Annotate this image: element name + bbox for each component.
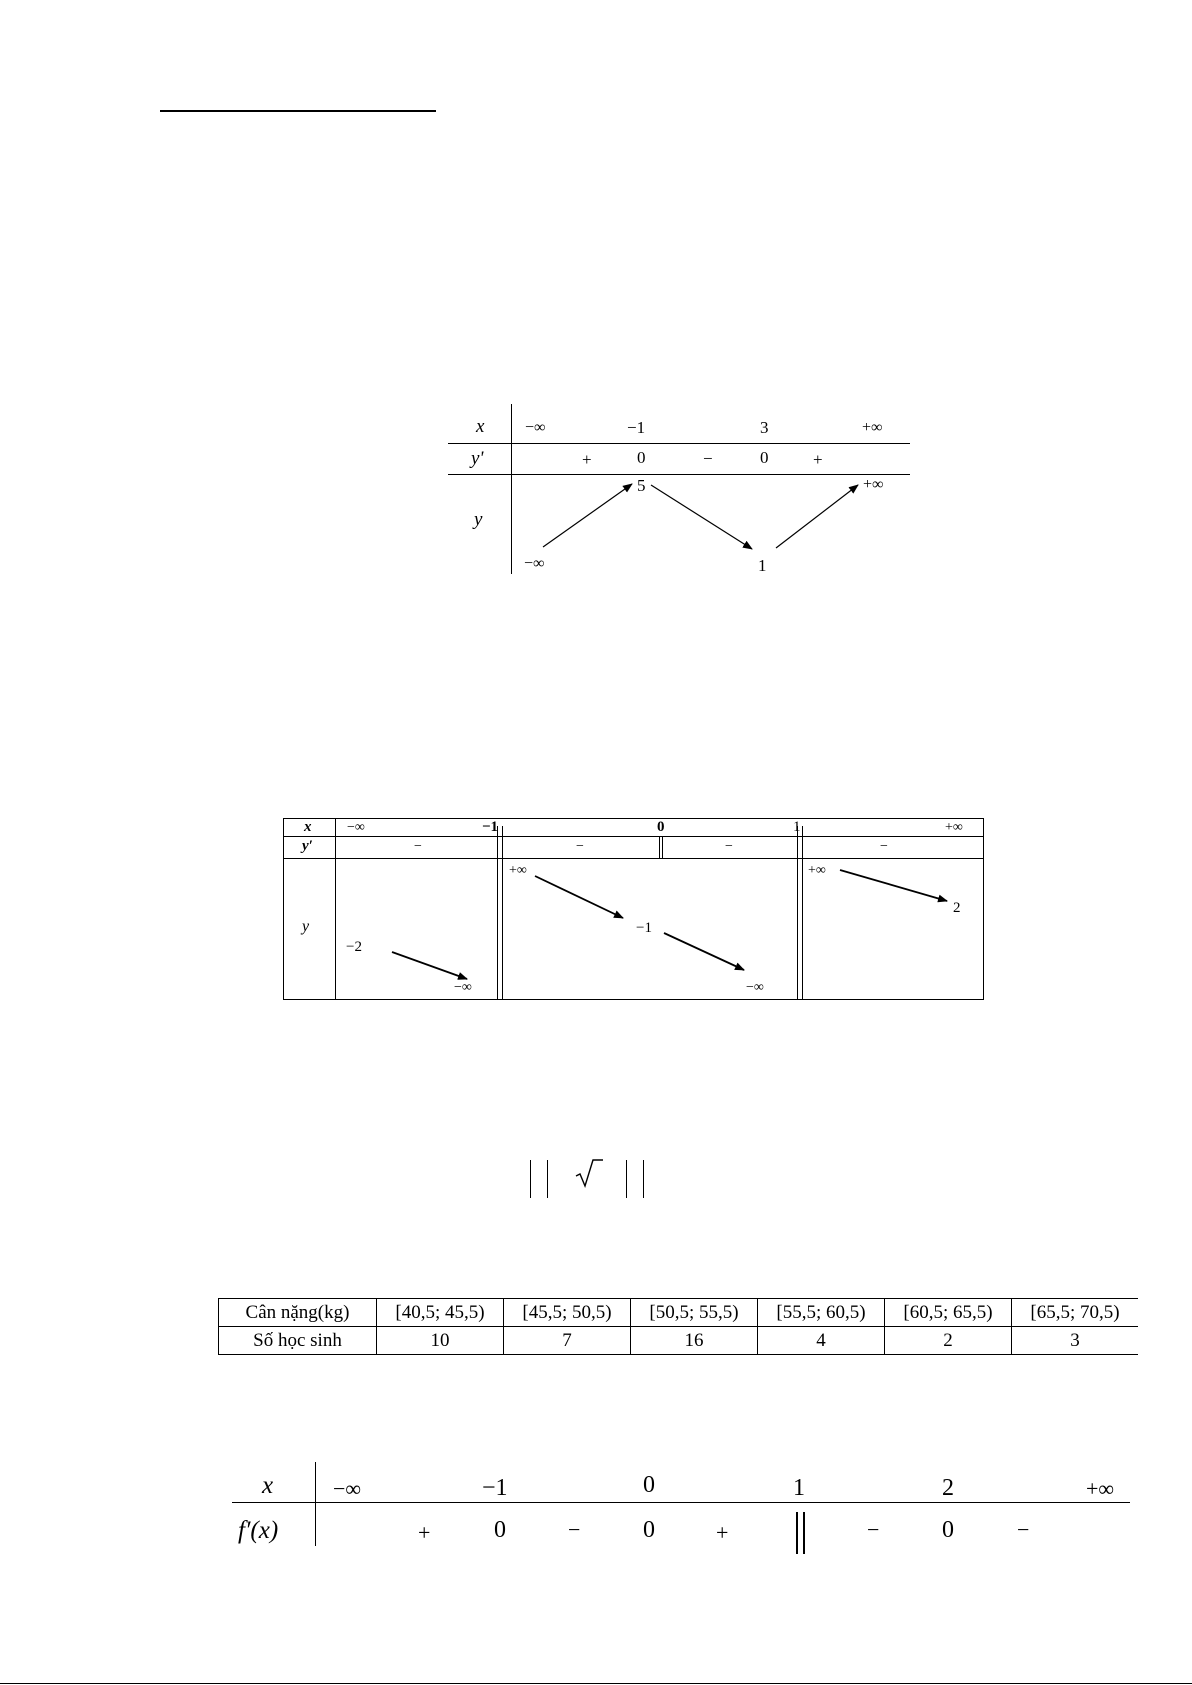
table-cell: [50,5; 55,5) [631, 1299, 758, 1327]
table3-fp-zero: 0 [942, 1517, 954, 1543]
table2-x-label: x [304, 819, 312, 835]
table3-x-value: −∞ [333, 1476, 362, 1501]
table3-fp-zero: 0 [643, 1517, 655, 1543]
decrease-arrow-icon [664, 933, 744, 970]
table2-y-value: −2 [346, 939, 362, 955]
table3-fp-label: f′(x) [238, 1517, 279, 1544]
table2-x-value: −∞ [347, 820, 365, 835]
table-cell: 2 [885, 1327, 1012, 1355]
table1-yp-sign: + [813, 450, 823, 469]
table1-y-value: −∞ [524, 555, 545, 572]
table2-yp-sign: − [414, 839, 422, 854]
table-cell: Cân nặng(kg) [219, 1299, 377, 1327]
table1-y-value: +∞ [863, 476, 884, 493]
table3-fp-sign: + [418, 1520, 431, 1545]
table3-x-value: 1 [793, 1475, 805, 1501]
table3-x-label: x [262, 1472, 274, 1499]
table3-fp-sign: − [568, 1517, 581, 1542]
table2-y-value: −1 [636, 920, 652, 936]
table-cell: [40,5; 45,5) [377, 1299, 504, 1327]
table2-y-value: −∞ [746, 980, 764, 995]
table-cell: [65,5; 70,5) [1012, 1299, 1139, 1327]
table3-x-value: 0 [643, 1472, 655, 1498]
table-cell: [55,5; 60,5) [758, 1299, 885, 1327]
table1-x-value: −∞ [525, 419, 546, 436]
table1-y-label: y [474, 509, 483, 530]
table3-x-value: 2 [942, 1475, 954, 1501]
table2-x-value: +∞ [945, 820, 963, 835]
table-cell: [60,5; 65,5) [885, 1299, 1012, 1327]
table1-y-value: 1 [758, 556, 767, 575]
table2-y-value: +∞ [808, 863, 826, 878]
table-cell: [45,5; 50,5) [504, 1299, 631, 1327]
table-cell: 7 [504, 1327, 631, 1355]
table2-x-value: −1 [482, 819, 499, 835]
table2-y-value: −∞ [454, 980, 472, 995]
decrease-arrow-icon [651, 485, 752, 549]
table1-x-value: 3 [760, 418, 769, 437]
table-cell: 4 [758, 1327, 885, 1355]
table1-yp-zero: 0 [760, 448, 769, 467]
table-cell: Số học sinh [219, 1327, 377, 1355]
table-cell: 16 [631, 1327, 758, 1355]
table1-y-value: 5 [637, 476, 646, 495]
table2-yp-sign: − [576, 839, 584, 854]
table3-x-value: −1 [482, 1475, 508, 1501]
table2-yp-sign: − [880, 839, 888, 854]
table3-fp-sign: + [716, 1520, 729, 1545]
decrease-arrow-icon [392, 952, 467, 979]
table2-y-value: 2 [953, 900, 961, 916]
increase-arrow-icon [543, 484, 632, 547]
increase-arrow-icon [776, 485, 858, 548]
table3-fp-sign: − [867, 1517, 880, 1542]
table2-y-value: +∞ [509, 863, 527, 878]
table1-x-value: +∞ [862, 419, 883, 436]
table3-fp-sign: − [1017, 1517, 1030, 1542]
table2-x-value: 1 [793, 819, 801, 835]
footer-rule [0, 1683, 1192, 1684]
table1-yp-sign: + [582, 450, 592, 469]
table1-x-value: −1 [627, 418, 646, 437]
table-cell: 10 [377, 1327, 504, 1355]
table-cell: 3 [1012, 1327, 1139, 1355]
table2-yp-label: y′ [302, 838, 313, 854]
table3-x-value: +∞ [1086, 1476, 1115, 1501]
table3-fp-zero: 0 [494, 1517, 506, 1543]
table1-yp-label: y' [471, 448, 484, 469]
table2-x-value: 0 [657, 819, 665, 835]
table1-yp-sign: − [703, 449, 713, 468]
decrease-arrow-icon [535, 876, 623, 918]
table1-yp-zero: 0 [637, 448, 646, 467]
table2-y-label: y [302, 918, 310, 935]
table2-yp-sign: − [725, 839, 733, 854]
decrease-arrow-icon [840, 870, 947, 901]
table1-x-label: x [476, 416, 485, 437]
